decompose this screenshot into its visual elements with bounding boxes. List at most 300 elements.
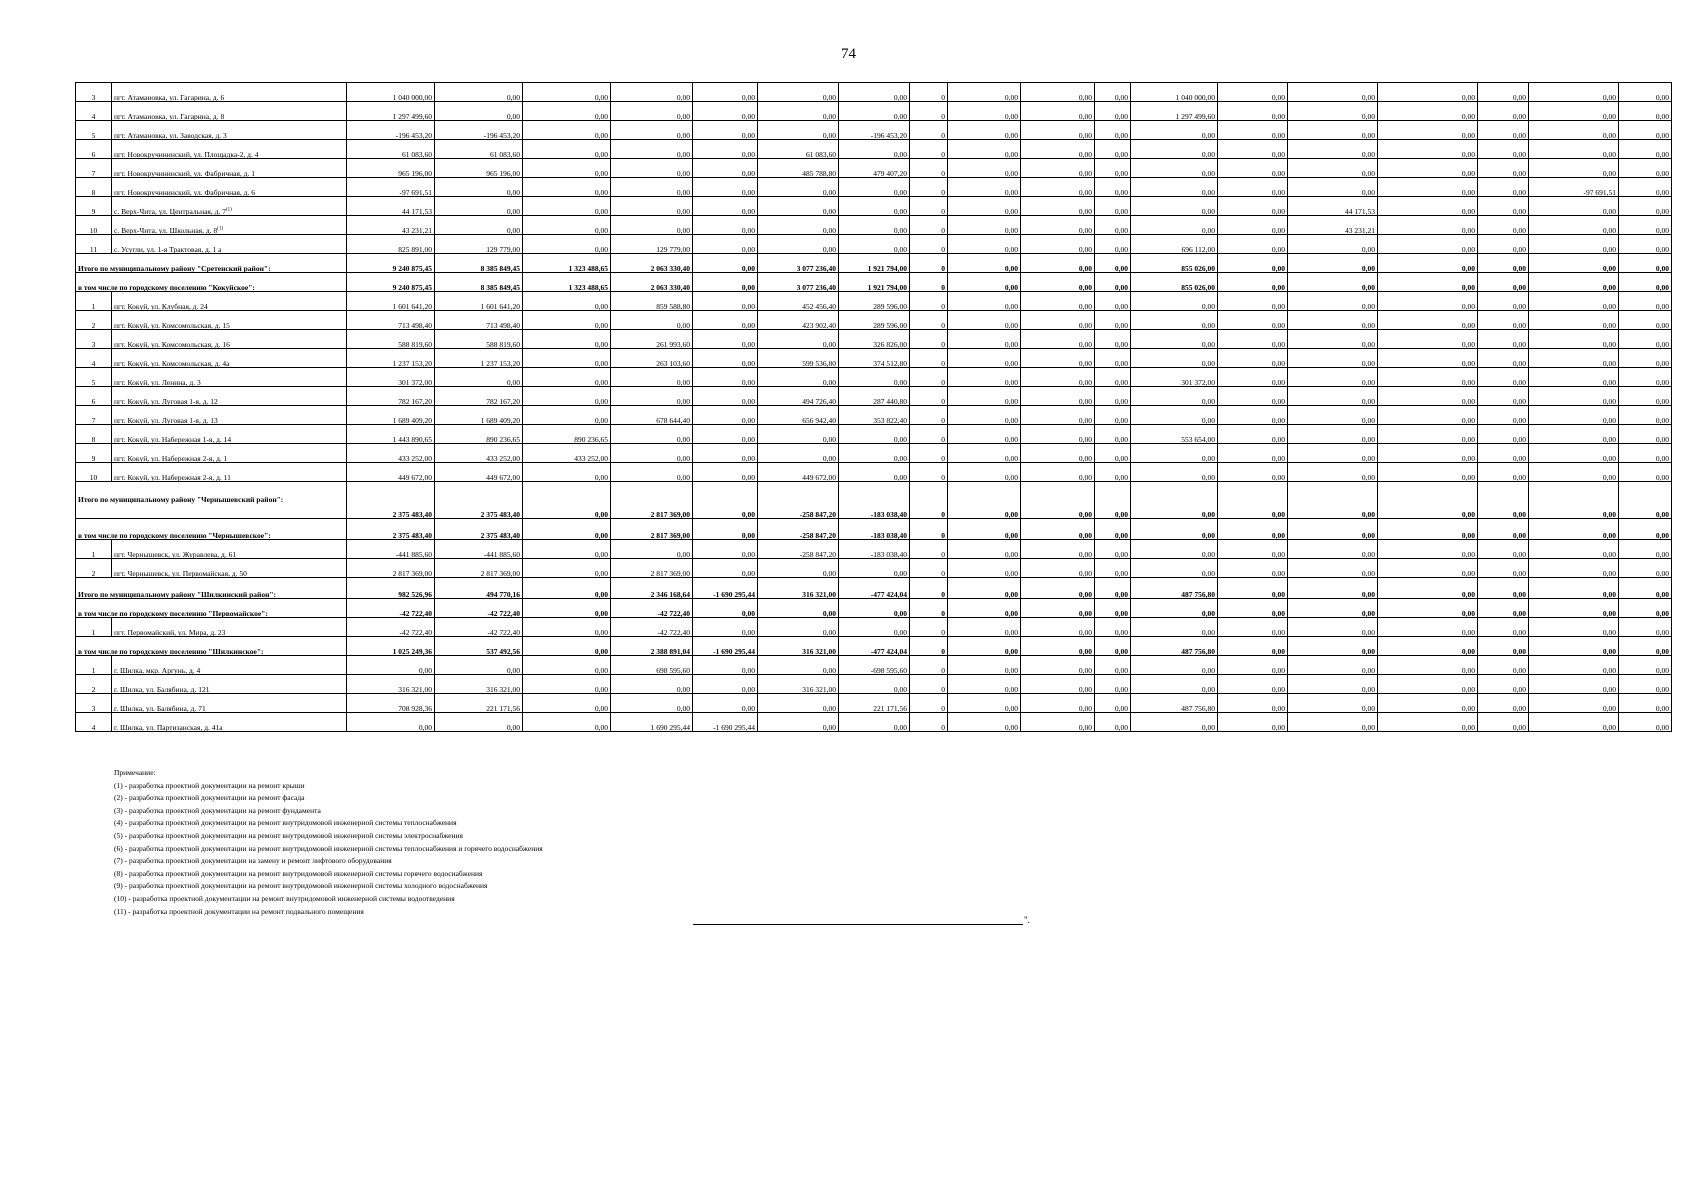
value-cell: 0,00 — [1131, 463, 1218, 482]
closing-line — [693, 924, 1023, 925]
value-cell: 0,00 — [1131, 675, 1218, 694]
value-cell: 0,00 — [693, 599, 758, 618]
value-cell: 0,00 — [611, 102, 693, 121]
value-cell: 0,00 — [1619, 713, 1672, 732]
value-cell: 0,00 — [1529, 292, 1619, 311]
value-cell: 0,00 — [1378, 540, 1478, 559]
value-cell: 0,00 — [758, 618, 839, 637]
value-cell: 0,00 — [1378, 463, 1478, 482]
value-cell: 129 779,00 — [611, 235, 693, 254]
value-cell: 0,00 — [1529, 273, 1619, 292]
value-cell: 0,00 — [1529, 254, 1619, 273]
value-cell: 0,00 — [1218, 292, 1288, 311]
value-cell: 0,00 — [948, 637, 1021, 656]
value-cell: 0,00 — [1288, 368, 1378, 387]
value-cell: 0,00 — [435, 197, 523, 216]
value-cell: 0,00 — [839, 140, 910, 159]
value-cell: 0,00 — [523, 406, 611, 425]
value-cell: 0,00 — [1478, 368, 1529, 387]
value-cell: 0 — [910, 519, 948, 540]
value-cell: 9 240 875,45 — [347, 273, 435, 292]
row-number: 9 — [76, 444, 112, 463]
table-row — [76, 292, 1672, 311]
table-row — [76, 140, 1672, 159]
value-cell: 0,00 — [1529, 102, 1619, 121]
value-cell: 0,00 — [523, 311, 611, 330]
value-cell: 0,00 — [693, 159, 758, 178]
value-cell: 0 — [910, 178, 948, 197]
value-cell: 1 025 249,36 — [347, 637, 435, 656]
value-cell: 0,00 — [839, 713, 910, 732]
value-cell: 0,00 — [1218, 330, 1288, 349]
value-cell: 782 167,20 — [435, 387, 523, 406]
value-cell: 0,00 — [693, 482, 758, 519]
row-number: 4 — [76, 102, 112, 121]
value-cell: 0,00 — [948, 140, 1021, 159]
value-cell: 2 346 168,64 — [611, 578, 693, 599]
value-cell: 0,00 — [1021, 559, 1095, 578]
value-cell: 0 — [910, 121, 948, 140]
value-cell: 0,00 — [1095, 311, 1131, 330]
value-cell: -698 595,60 — [839, 656, 910, 675]
table-row — [76, 463, 1672, 482]
value-cell: 0,00 — [1288, 713, 1378, 732]
value-cell: 782 167,20 — [347, 387, 435, 406]
value-cell: 0,00 — [948, 618, 1021, 637]
value-cell: 0,00 — [1478, 311, 1529, 330]
value-cell: 353 822,40 — [839, 406, 910, 425]
value-cell: 0,00 — [435, 713, 523, 732]
value-cell: 449 672,00 — [347, 463, 435, 482]
value-cell: 0,00 — [1288, 618, 1378, 637]
value-cell: 0,00 — [1131, 406, 1218, 425]
address-cell — [112, 694, 347, 713]
value-cell: 965 196,00 — [435, 159, 523, 178]
value-cell: 0,00 — [1529, 235, 1619, 254]
notes-title: Примечание: — [114, 768, 156, 777]
value-cell: 0,00 — [1021, 121, 1095, 140]
address-text: пгт. Новокручининский, ул. Фабричная, д. 6 — [114, 187, 255, 197]
value-cell: -97 691,51 — [1529, 178, 1619, 197]
value-cell: 316 321,00 — [758, 637, 839, 656]
value-cell: 0 — [910, 559, 948, 578]
value-cell: 708 928,36 — [347, 694, 435, 713]
value-cell: 0,00 — [839, 599, 910, 618]
value-cell: 0,00 — [611, 694, 693, 713]
value-cell: 0,00 — [758, 121, 839, 140]
value-cell: 494 770,16 — [435, 578, 523, 599]
notes-list — [114, 780, 543, 919]
value-cell: 588 819,60 — [347, 330, 435, 349]
value-cell: 0,00 — [1478, 330, 1529, 349]
value-cell: 0,00 — [611, 368, 693, 387]
value-cell: 0,00 — [1095, 140, 1131, 159]
value-cell: -441 885,60 — [435, 540, 523, 559]
value-cell: 0,00 — [1218, 578, 1288, 599]
value-cell: 0,00 — [1131, 159, 1218, 178]
value-cell: 0,00 — [1131, 387, 1218, 406]
value-cell: 0,00 — [758, 559, 839, 578]
value-cell: 0,00 — [523, 656, 611, 675]
value-cell: 1 040 000,00 — [1131, 83, 1218, 102]
value-cell: 326 826,00 — [839, 330, 910, 349]
value-cell: 452 456,40 — [758, 292, 839, 311]
table-row — [76, 559, 1672, 578]
value-cell: 0,00 — [948, 83, 1021, 102]
value-cell: 0,00 — [435, 368, 523, 387]
value-cell: 0,00 — [693, 140, 758, 159]
value-cell: 0,00 — [1095, 83, 1131, 102]
value-cell: 0,00 — [948, 387, 1021, 406]
row-number: 7 — [76, 406, 112, 425]
value-cell: 0,00 — [1095, 216, 1131, 235]
value-cell: 0,00 — [758, 656, 839, 675]
address-text: пгт. Кокуй, ул. Набережная 1-я, д. 14 — [114, 434, 232, 444]
value-cell: 0,00 — [693, 694, 758, 713]
value-cell: 0,00 — [948, 406, 1021, 425]
value-cell: 0,00 — [1478, 540, 1529, 559]
total-row — [76, 482, 1672, 519]
value-cell: 0,00 — [1529, 578, 1619, 599]
value-cell: 0,00 — [1288, 519, 1378, 540]
footnote-ref: (1) — [217, 226, 224, 231]
value-cell: 0,00 — [611, 387, 693, 406]
value-cell: 0,00 — [1218, 83, 1288, 102]
value-cell: 2 375 483,40 — [435, 482, 523, 519]
value-cell: 0,00 — [1478, 216, 1529, 235]
address-cell — [112, 121, 347, 140]
value-cell: 0,00 — [1529, 444, 1619, 463]
value-cell: 0,00 — [1095, 482, 1131, 519]
value-cell: 0,00 — [1095, 273, 1131, 292]
value-cell: 0,00 — [1378, 159, 1478, 178]
value-cell: 0 — [910, 463, 948, 482]
value-cell: 0 — [910, 292, 948, 311]
row-number: 1 — [76, 540, 112, 559]
value-cell: 0,00 — [1218, 349, 1288, 368]
row-number: 4 — [76, 349, 112, 368]
value-cell: 0,00 — [523, 197, 611, 216]
value-cell: 0,00 — [1619, 368, 1672, 387]
value-cell: 0,00 — [1619, 349, 1672, 368]
value-cell: 0,00 — [839, 368, 910, 387]
value-cell: 0,00 — [1478, 519, 1529, 540]
value-cell: 0,00 — [1131, 216, 1218, 235]
value-cell: 2 375 483,40 — [435, 519, 523, 540]
value-cell: 0,00 — [839, 463, 910, 482]
value-cell: 0,00 — [1619, 235, 1672, 254]
address-text: пгт. Кокуй, ул. Комсомольская, д. 16 — [114, 339, 230, 349]
value-cell: 859 588,80 — [611, 292, 693, 311]
value-cell: 0,00 — [1131, 292, 1218, 311]
value-cell: 0,00 — [839, 83, 910, 102]
value-cell: 0,00 — [1095, 656, 1131, 675]
value-cell: 0,00 — [435, 83, 523, 102]
value-cell: 0,00 — [1218, 159, 1288, 178]
value-cell: 0,00 — [1619, 102, 1672, 121]
value-cell: 0,00 — [1478, 425, 1529, 444]
note-item: (6) - разработка проектной документации на ремонт внутридомовой инженерной системы теплоснабжения и горячего водоснабжения — [114, 843, 543, 853]
value-cell: -183 038,40 — [839, 482, 910, 519]
value-cell: 0,00 — [435, 178, 523, 197]
value-cell: 0,00 — [1619, 330, 1672, 349]
value-cell: 0,00 — [948, 216, 1021, 235]
value-cell: 0,00 — [1131, 140, 1218, 159]
value-cell: 1 690 295,44 — [611, 713, 693, 732]
value-cell: 0 — [910, 540, 948, 559]
total-row — [76, 254, 1672, 273]
value-cell: -477 424,04 — [839, 578, 910, 599]
value-cell: 494 726,40 — [758, 387, 839, 406]
table-row — [76, 387, 1672, 406]
value-cell: 0,00 — [1478, 102, 1529, 121]
address-text: пгт. Чернышевск, ул. Первомайская, д. 50 — [114, 568, 247, 578]
value-cell: 0,00 — [1218, 178, 1288, 197]
value-cell: 0,00 — [1021, 102, 1095, 121]
value-cell: 0,00 — [1288, 425, 1378, 444]
table-row — [76, 349, 1672, 368]
value-cell: 0,00 — [1619, 83, 1672, 102]
table-row — [76, 178, 1672, 197]
value-cell: 0,00 — [1378, 273, 1478, 292]
value-cell: 0 — [910, 694, 948, 713]
value-cell: 2 817 369,00 — [347, 559, 435, 578]
value-cell: 0,00 — [1378, 330, 1478, 349]
value-cell: 0,00 — [1478, 349, 1529, 368]
value-cell: 0,00 — [1378, 444, 1478, 463]
value-cell: 0,00 — [693, 387, 758, 406]
value-cell: 0,00 — [1378, 425, 1478, 444]
value-cell: 479 407,20 — [839, 159, 910, 178]
address-cell — [112, 444, 347, 463]
value-cell: 0,00 — [611, 216, 693, 235]
value-cell: 0,00 — [611, 121, 693, 140]
value-cell: 0,00 — [1619, 273, 1672, 292]
value-cell: 0,00 — [693, 235, 758, 254]
value-cell: -477 424,04 — [839, 637, 910, 656]
total-label: Итого по муниципальному району "Шилкинский район": — [76, 578, 347, 599]
value-cell: 0,00 — [523, 675, 611, 694]
value-cell: 0,00 — [523, 618, 611, 637]
value-cell: 656 942,40 — [758, 406, 839, 425]
value-cell: 0,00 — [1619, 121, 1672, 140]
value-cell: 0,00 — [693, 656, 758, 675]
value-cell: 0,00 — [611, 83, 693, 102]
value-cell: 0,00 — [611, 159, 693, 178]
value-cell: 0,00 — [1095, 599, 1131, 618]
value-cell: 0,00 — [1021, 599, 1095, 618]
value-cell: 0,00 — [1478, 559, 1529, 578]
address-text: г. Шилка, ул. Балябина, д. 71 — [114, 703, 206, 713]
value-cell: 0,00 — [1095, 694, 1131, 713]
value-cell: 0,00 — [1478, 444, 1529, 463]
value-cell: 0,00 — [523, 235, 611, 254]
value-cell: 0 — [910, 273, 948, 292]
value-cell: 0,00 — [693, 463, 758, 482]
value-cell: 0,00 — [1478, 482, 1529, 519]
value-cell: 0,00 — [839, 618, 910, 637]
address-cell — [112, 216, 347, 235]
value-cell: 0,00 — [1529, 330, 1619, 349]
value-cell: 1 297 499,60 — [1131, 102, 1218, 121]
address-cell — [112, 235, 347, 254]
value-cell: 0,00 — [1095, 618, 1131, 637]
value-cell: 0,00 — [523, 330, 611, 349]
value-cell: 0,00 — [1131, 444, 1218, 463]
value-cell: 0,00 — [1218, 463, 1288, 482]
value-cell: 0,00 — [1529, 311, 1619, 330]
value-cell: 0,00 — [1021, 197, 1095, 216]
value-cell: 0,00 — [839, 102, 910, 121]
value-cell: 0 — [910, 425, 948, 444]
row-number: 10 — [76, 463, 112, 482]
address-text: пгт. Новокручининский, ул. Площадка-2, д. 4 — [114, 149, 259, 159]
value-cell: 0,00 — [1095, 463, 1131, 482]
value-cell: 0,00 — [1619, 387, 1672, 406]
value-cell: 0,00 — [523, 349, 611, 368]
total-label: в том числе по городскому поселению "Чернышевское": — [76, 519, 347, 540]
value-cell: 0,00 — [693, 83, 758, 102]
value-cell: 0,00 — [693, 559, 758, 578]
value-cell: 487 756,80 — [1131, 578, 1218, 599]
table-row — [76, 330, 1672, 349]
value-cell: 0,00 — [1218, 519, 1288, 540]
note-item: (5) - разработка проектной документации на ремонт внутридомовой инженерной системы электроснабжения — [114, 830, 463, 840]
value-cell: 0,00 — [611, 140, 693, 159]
value-cell: 0,00 — [611, 444, 693, 463]
value-cell: 0,00 — [1218, 540, 1288, 559]
value-cell: 2 817 369,00 — [611, 482, 693, 519]
value-cell: 0,00 — [1478, 656, 1529, 675]
row-number: 3 — [76, 694, 112, 713]
value-cell: 0 — [910, 235, 948, 254]
value-cell: 0,00 — [1478, 713, 1529, 732]
value-cell: 0,00 — [1095, 178, 1131, 197]
value-cell: 423 902,40 — [758, 311, 839, 330]
value-cell: 0,00 — [948, 311, 1021, 330]
value-cell: 0,00 — [948, 292, 1021, 311]
table-row — [76, 694, 1672, 713]
value-cell: 0,00 — [1288, 349, 1378, 368]
table-row — [76, 121, 1672, 140]
row-number: 2 — [76, 675, 112, 694]
value-cell: 0,00 — [1288, 675, 1378, 694]
value-cell: 0 — [910, 387, 948, 406]
value-cell: 0,00 — [1378, 311, 1478, 330]
value-cell: 1 040 000,00 — [347, 83, 435, 102]
address-text: пгт. Новокручининский, ул. Фабричная, д. 1 — [114, 168, 255, 178]
value-cell: 43 231,21 — [1288, 216, 1378, 235]
value-cell: 0,00 — [758, 330, 839, 349]
value-cell: 0,00 — [1288, 694, 1378, 713]
table-row — [76, 368, 1672, 387]
address-cell — [112, 159, 347, 178]
value-cell: 890 236,65 — [523, 425, 611, 444]
value-cell: -97 691,51 — [347, 178, 435, 197]
note-item: (11) - разработка проектной документации на ремонт подвального помещения — [114, 906, 364, 916]
value-cell: 485 788,80 — [758, 159, 839, 178]
value-cell: 1 323 488,65 — [523, 254, 611, 273]
address-text: пгт. Первомайский, ул. Мира, д. 23 — [114, 627, 226, 637]
value-cell: 0,00 — [1288, 254, 1378, 273]
value-cell: 0,00 — [948, 349, 1021, 368]
value-cell: 0 — [910, 197, 948, 216]
value-cell: 0,00 — [1288, 578, 1378, 599]
value-cell: 0,00 — [1131, 618, 1218, 637]
row-number: 5 — [76, 368, 112, 387]
value-cell: 0,00 — [948, 273, 1021, 292]
value-cell: 0,00 — [1021, 273, 1095, 292]
value-cell: 0,00 — [1619, 519, 1672, 540]
closing-quote: ". — [1024, 915, 1030, 925]
value-cell: -183 038,40 — [839, 540, 910, 559]
value-cell: 0,00 — [1619, 618, 1672, 637]
table-row — [76, 311, 1672, 330]
value-cell: 0,00 — [839, 178, 910, 197]
value-cell: 0,00 — [1095, 159, 1131, 178]
value-cell: 0,00 — [1021, 406, 1095, 425]
value-cell: 0,00 — [1218, 140, 1288, 159]
address-text: пгт. Кокуй, ул. Луговая 1-я, д. 12 — [114, 396, 218, 406]
address-text: г. Шилка, ул. Партизанская, д. 41а — [114, 722, 223, 732]
value-cell: 0,00 — [1288, 599, 1378, 618]
value-cell: 0,00 — [948, 159, 1021, 178]
value-cell: 0,00 — [948, 197, 1021, 216]
value-cell: 0,00 — [1218, 254, 1288, 273]
value-cell: 0 — [910, 102, 948, 121]
value-cell: 0,00 — [1021, 311, 1095, 330]
value-cell: 0,00 — [523, 463, 611, 482]
value-cell: 0,00 — [347, 713, 435, 732]
address-cell — [112, 178, 347, 197]
value-cell: 0,00 — [1378, 197, 1478, 216]
value-cell: 0,00 — [1529, 425, 1619, 444]
value-cell: 316 321,00 — [435, 675, 523, 694]
value-cell: 0,00 — [1218, 713, 1288, 732]
value-cell: 0,00 — [1378, 559, 1478, 578]
value-cell: 0,00 — [1378, 83, 1478, 102]
value-cell: 1 601 641,20 — [347, 292, 435, 311]
value-cell: 0,00 — [1478, 694, 1529, 713]
value-cell: 0,00 — [1095, 578, 1131, 599]
value-cell: 0,00 — [1529, 349, 1619, 368]
value-cell: 0,00 — [1378, 694, 1478, 713]
value-cell: 263 103,60 — [611, 349, 693, 368]
value-cell: 0 — [910, 578, 948, 599]
value-cell: 0,00 — [1218, 444, 1288, 463]
value-cell: 0,00 — [1619, 675, 1672, 694]
value-cell: 0,00 — [1478, 578, 1529, 599]
value-cell: -258 847,20 — [758, 519, 839, 540]
value-cell: 0,00 — [1021, 637, 1095, 656]
value-cell: 0,00 — [1529, 121, 1619, 140]
value-cell: 0,00 — [1619, 140, 1672, 159]
value-cell: 0,00 — [1218, 121, 1288, 140]
value-cell: 0,00 — [1218, 273, 1288, 292]
value-cell: 0,00 — [948, 656, 1021, 675]
value-cell: 0,00 — [1529, 406, 1619, 425]
value-cell: 0 — [910, 675, 948, 694]
value-cell: 0,00 — [1478, 463, 1529, 482]
value-cell: 855 026,00 — [1131, 273, 1218, 292]
row-number: 1 — [76, 292, 112, 311]
value-cell: 0,00 — [693, 519, 758, 540]
value-cell: 0,00 — [1529, 559, 1619, 578]
value-cell: 0,00 — [693, 406, 758, 425]
row-number: 6 — [76, 140, 112, 159]
value-cell: 0,00 — [693, 254, 758, 273]
value-cell: 129 779,00 — [435, 235, 523, 254]
